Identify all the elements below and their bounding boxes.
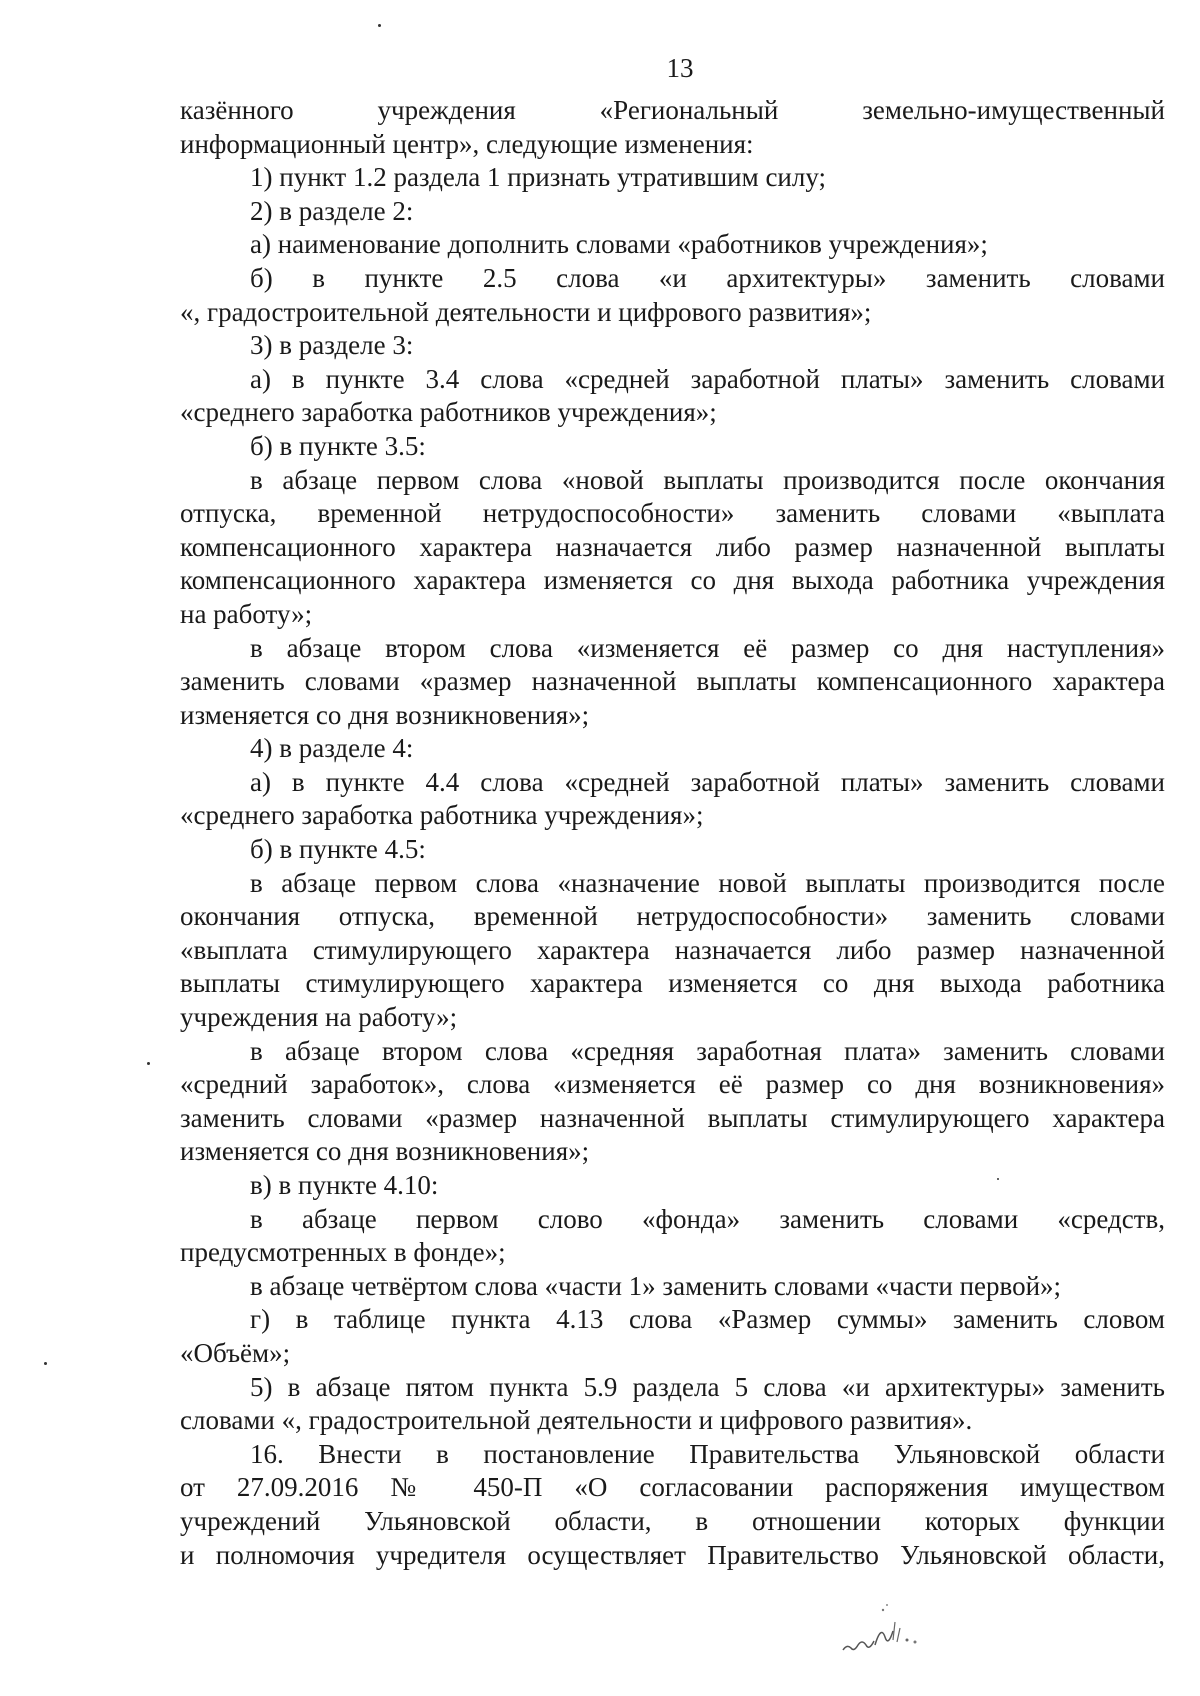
document-line: б) в пункте 2.5 слова «и архитектуры» заменить словами: [250, 262, 1165, 293]
document-line: учреждения на работу»;: [180, 1002, 458, 1033]
document-line: а) в пункте 3.4 слова «средней заработной платы» заменить словами: [250, 363, 1165, 394]
document-line: и полномочия учредителя осуществляет Правительство Ульяновской области,: [180, 1539, 1165, 1570]
document-line: 4) в разделе 4:: [250, 733, 414, 764]
document-line: в абзаце втором слова «изменяется её размер со дня наступления»: [250, 632, 1165, 663]
document-line: на работу»;: [180, 598, 313, 629]
document-line: б) в пункте 4.5:: [250, 834, 426, 865]
scan-speck: [147, 1062, 150, 1065]
document-line: а) в пункте 4.4 слова «средней заработной платы» заменить словами: [250, 766, 1165, 797]
initials-signature-mark: [835, 1600, 975, 1660]
document-line: 5) в абзаце пятом пункта 5.9 раздела 5 слова «и архитектуры» заменить: [250, 1371, 1165, 1402]
document-line: в абзаце первом слова «назначение новой выплаты производится после: [250, 867, 1165, 898]
document-line: «среднего заработка работника учреждения»;: [180, 800, 704, 831]
document-line: от 27.09.2016 № 450-П «О согласовании распоряжения имуществом: [180, 1472, 1165, 1503]
page-number: 13: [666, 53, 694, 83]
document-line: «средний заработок», слова «изменяется её размер со дня возникновения»: [180, 1069, 1165, 1100]
document-line: 1) пункт 1.2 раздела 1 признать утратившим силу;: [250, 162, 826, 193]
document-line: а) наименование дополнить словами «работников учреждения»;: [250, 229, 988, 260]
document-line: словами «, градостроительной деятельности и цифрового развития».: [180, 1405, 973, 1436]
document-body: [180, 94, 1165, 1572]
document-line: «среднего заработка работников учреждения»;: [180, 397, 717, 428]
document-line: окончания отпуска, временной нетрудоспособности» заменить словами: [180, 901, 1165, 932]
document-line: компенсационного характера изменяется со дня выхода работника учреждения: [180, 565, 1165, 596]
document-line: в абзаце четвёртом слова «части 1» заменить словами «части первой»;: [250, 1270, 1062, 1301]
document-line: «Объём»;: [180, 1337, 291, 1368]
document-line: компенсационного характера назначается либо размер назначенной выплаты: [180, 531, 1165, 562]
document-line: в) в пункте 4.10:: [250, 1170, 439, 1200]
document-line: в абзаце втором слова «средняя заработная плата» заменить словами: [250, 1035, 1165, 1066]
document-line: предусмотренных в фонде»;: [180, 1237, 506, 1268]
document-line: информационный центр», следующие изменения:: [180, 128, 754, 159]
scan-speck: [997, 1178, 999, 1180]
scan-speck: [44, 1362, 47, 1365]
document-line: в абзаце первом слово «фонда» заменить словами «средств,: [250, 1203, 1165, 1234]
document-line: изменяется со дня возникновения»;: [180, 699, 590, 730]
document-line: изменяется со дня возникновения»;: [180, 1136, 590, 1167]
document-line: казённого учреждения «Региональный земельно-имущественный: [180, 95, 1165, 125]
document-line: «, градостроительной деятельности и цифрового развития»;: [180, 296, 872, 327]
document-line: выплаты стимулирующего характера изменяется со дня выхода работника: [180, 968, 1165, 999]
document-line: отпуска, временной нетрудоспособности» заменить словами «выплата: [180, 498, 1165, 529]
document-line: 16. Внести в постановление Правительства Ульяновской области: [250, 1438, 1165, 1469]
document-line: заменить словами «размер назначенной выплаты компенсационного характера: [180, 666, 1165, 697]
document-line: 3) в разделе 3:: [250, 330, 414, 361]
document-line: в абзаце первом слова «новой выплаты производится после окончания: [250, 464, 1165, 495]
document-line: г) в таблице пункта 4.13 слова «Размер суммы» заменить словом: [250, 1304, 1165, 1335]
scan-speck: [378, 24, 381, 27]
document-line: заменить словами «размер назначенной выплаты стимулирующего характера: [180, 1102, 1165, 1133]
document-line: учреждений Ульяновской области, в отношении которых функции: [180, 1505, 1165, 1536]
document-line: б) в пункте 3.5:: [250, 430, 426, 461]
document-line: «выплата стимулирующего характера назначается либо размер назначенной: [180, 934, 1165, 965]
document-line: 2) в разделе 2:: [250, 195, 414, 226]
